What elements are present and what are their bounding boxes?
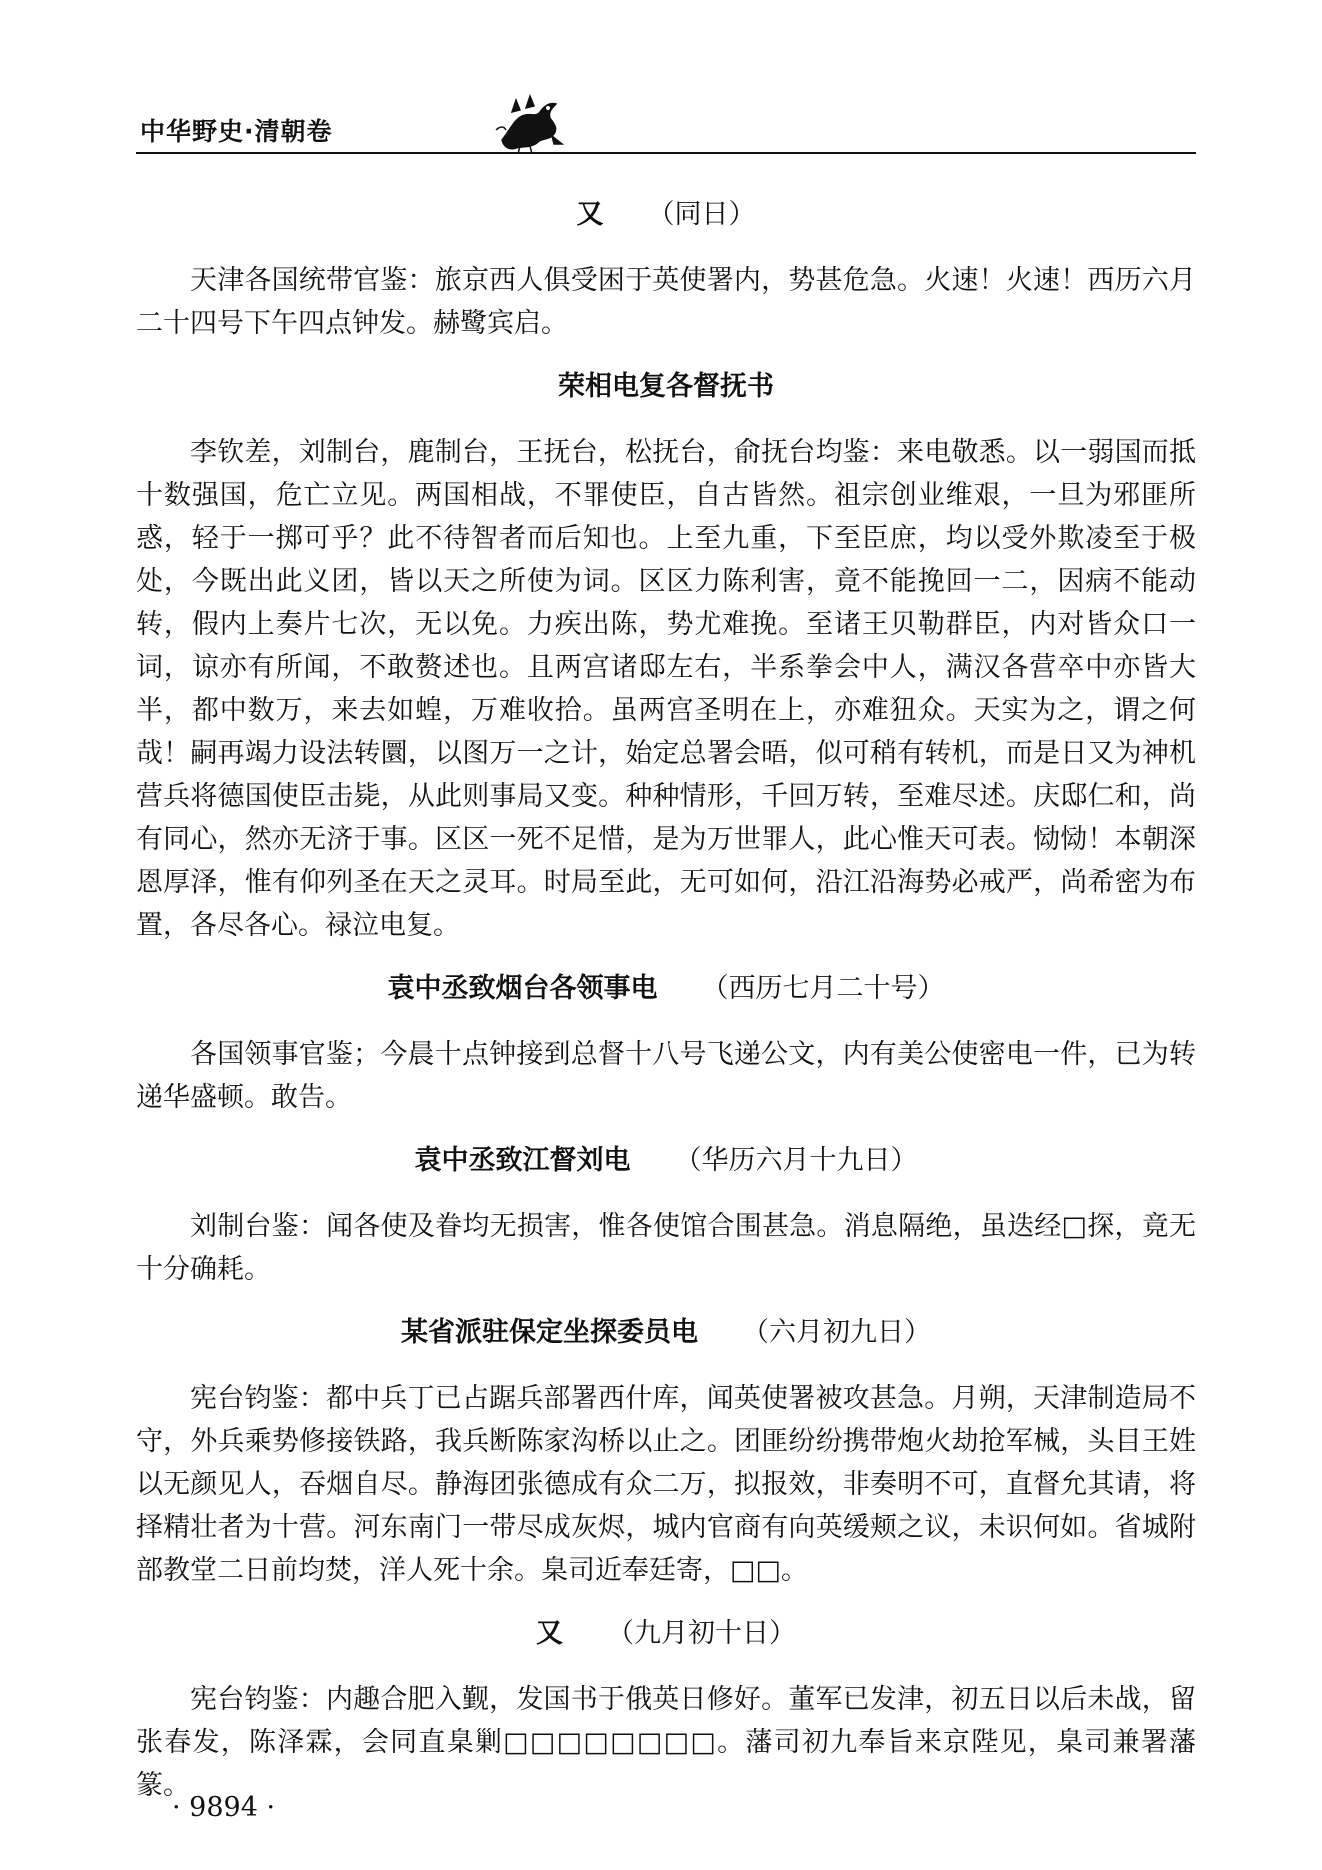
section [136,1614,1196,1807]
section-text: 刘制台鉴：闻各使及眷均无损害，惟各使馆合围甚急。消息隔绝，虽迭经□探，竟无十分确耗。 [136,1211,1196,1285]
section-text: 天津各国统带官鉴：旅京西人俱受困于英使署内，势甚危急。火速！火速！西历六月二十四号下午四点钟发。赫鹭宾启。 [136,265,1196,339]
section [136,1313,1196,1592]
section-title: 又 [536,1618,563,1649]
section-title: 某省派驻保定坐探委员电 [401,1317,698,1348]
section-heading [136,195,1196,235]
section-date: （同日） [647,199,756,230]
section-heading [136,1141,1196,1181]
section-title: 袁中丞致烟台各领事电 [387,973,658,1004]
section-date: （九月初十日） [607,1618,796,1649]
section-heading [136,367,1196,407]
section [136,969,1196,1119]
dragon-emblem-icon [492,90,564,154]
section-heading [136,1313,1196,1353]
header-divider [136,152,1196,154]
page-body [136,195,1196,1829]
section [136,195,1196,345]
section [136,1141,1196,1291]
section-text: 宪台钧鉴：都中兵丁已占踞兵部署西什库，闻英使署被攻甚急。月朔，天津制造局不守，外兵乘势修接铁路，我兵断陈家沟桥以止之。团匪纷纷携带炮火劫抢军械，头目王姓以无颜见人，吞烟自尽。静海团张德成有众二万，拟报效，非奏明不可，直督允其请，将择精壮者为十营。河东南门一带尽成灰烬，城内官商有向英缓颊之议，未识何如。省城附部教堂二日前均焚，洋人死十余。臬司近奉廷寄，□□。 [136,1383,1196,1586]
section-text: 李钦差，刘制台，鹿制台，王抚台，松抚台，俞抚台均鉴：来电敬悉。以一弱国而抵十数强国，危亡立见。两国相战，不罪使臣，自古皆然。祖宗创业维艰，一旦为邪匪所惑，轻于一掷可乎？此不待智者而后知也。上至九重，下至臣庶，均以受外欺凌至于极处，今既出此义团，皆以天之所使为词。区区力陈利害，竟不能挽回一二，因病不能动转，假内上奏片七次，无以免。力疾出陈，势尤难挽。至诸王贝勒群臣，内对皆众口一词，谅亦有所闻，不敢赘述也。且两宫诸邸左右，半系拳会中人，满汉各营卒中亦皆大半，都中数万，来去如蝗，万难收拾。虽两宫圣明在上，亦难狃众。天实为之，谓之何哉！嗣再竭力设法转圜，以图万一之计，始定总署会晤，似可稍有转机，而是日又为神机营兵将德国使臣击毙，从此则事局又变。种种情形，千回万转，至难尽述。庆邸仁和，尚有同心，然亦无济于事。区区一死不足惜，是为万世罪人，此心惟天可表。恸恸！本朝深恩厚泽，惟有仰列圣在天之灵耳。时局至此，无可如何，沿江沿海势必戒严，尚希密为布置，各尽各心。禄泣电复。 [136,437,1196,941]
section-heading [136,1614,1196,1654]
running-header [136,88,1196,158]
section-date: （西历七月二十号） [701,973,945,1004]
section-title: 又 [576,199,604,230]
section-title: 袁中丞致江督刘电 [414,1145,631,1176]
section [136,367,1196,947]
section-text: 宪台钧鉴：内趣合肥入觐，发国书于俄英日修好。董军已发津，初五日以后未战，留张春发，陈泽霖，会同直臬剿□□□□□□□□。藩司初九奉旨来京陛见，臬司兼署藩篆。 [136,1684,1196,1801]
section-date: （华历六月十九日） [674,1145,918,1176]
section-date: （六月初九日） [742,1317,931,1348]
book-title: 中华野史·清朝卷 [140,117,333,146]
section-heading [136,969,1196,1009]
page-number: · 9894 · [172,1792,276,1823]
section-text: 各国领事官鉴；今晨十点钟接到总督十八号飞递公文，内有美公使密电一件，已为转递华盛顿。敢告。 [136,1039,1196,1113]
section-title: 荣相电复各督抚书 [558,371,774,402]
